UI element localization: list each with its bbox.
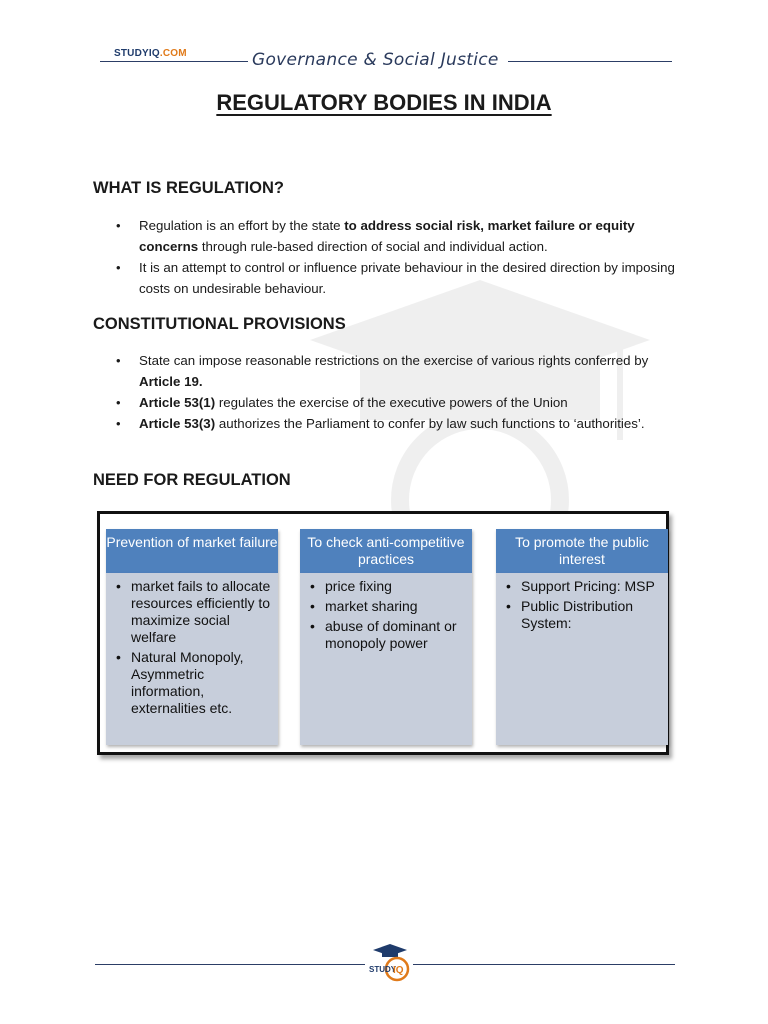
diagram-column-anti-competitive xyxy=(300,529,472,745)
list-item: • Regulation is an effort by the state to address social risk, market failure or equity concerns through rule-based direction of social and individual action. xyxy=(116,215,676,257)
list-item: • It is an attempt to control or influence private behaviour in the desired direction by imposing costs on undesirable behaviour. xyxy=(116,257,676,299)
list-item: • market fails to allocate resources efficiently to maximize social welfare xyxy=(114,578,272,646)
page-header xyxy=(100,44,672,74)
list-item: • Natural Monopoly, Asymmetric information, externalities etc. xyxy=(114,649,272,717)
list-item: • Public Distribution System: xyxy=(504,598,662,632)
heading-need-for-regulation: NEED FOR REGULATION xyxy=(93,471,291,489)
footer-rule-right xyxy=(413,964,675,965)
list-item: • market sharing xyxy=(308,598,466,615)
column-header: To check anti-competitive practices xyxy=(300,529,472,573)
page-title: REGULATORY BODIES IN INDIA xyxy=(216,90,552,115)
list-item: • State can impose reasonable restrictions on the exercise of various rights conferred by Article 19. xyxy=(116,350,676,392)
list-item: • Support Pricing: MSP xyxy=(504,578,662,595)
column-header: Prevention of market failure xyxy=(106,529,278,573)
page-footer xyxy=(95,942,675,982)
subject-title: Governance & Social Justice xyxy=(252,50,499,70)
column-header: To promote the public interest xyxy=(496,529,668,573)
list-item: • Article 53(1) regulates the exercise of the executive powers of the Union xyxy=(116,392,676,413)
brand-logo: STUDYIQ.COM xyxy=(114,48,187,59)
column-body xyxy=(106,573,278,745)
footer-rule-left xyxy=(95,964,365,965)
constitutional-list xyxy=(116,350,676,434)
diagram-column-market-failure xyxy=(106,529,278,745)
diagram-column-public-interest xyxy=(496,529,668,745)
studyiq-logo-icon xyxy=(367,942,413,982)
column-body xyxy=(300,573,472,745)
heading-what-is-regulation: WHAT IS REGULATION? xyxy=(93,179,284,197)
list-item: • price fixing xyxy=(308,578,466,595)
header-rule-left xyxy=(100,61,248,62)
header-rule-right xyxy=(508,61,672,62)
list-item: • abuse of dominant or monopoly power xyxy=(308,618,466,652)
heading-constitutional-provisions: CONSTITUTIONAL PROVISIONS xyxy=(93,315,346,333)
svg-text:STUDY: STUDY xyxy=(369,965,397,974)
need-for-regulation-diagram xyxy=(97,511,669,755)
list-item: • Article 53(3) authorizes the Parliament to confer by law such functions to ‘authorities’. xyxy=(116,413,676,434)
what-is-list xyxy=(116,215,676,299)
svg-text:IQ: IQ xyxy=(393,965,404,976)
column-body xyxy=(496,573,668,745)
